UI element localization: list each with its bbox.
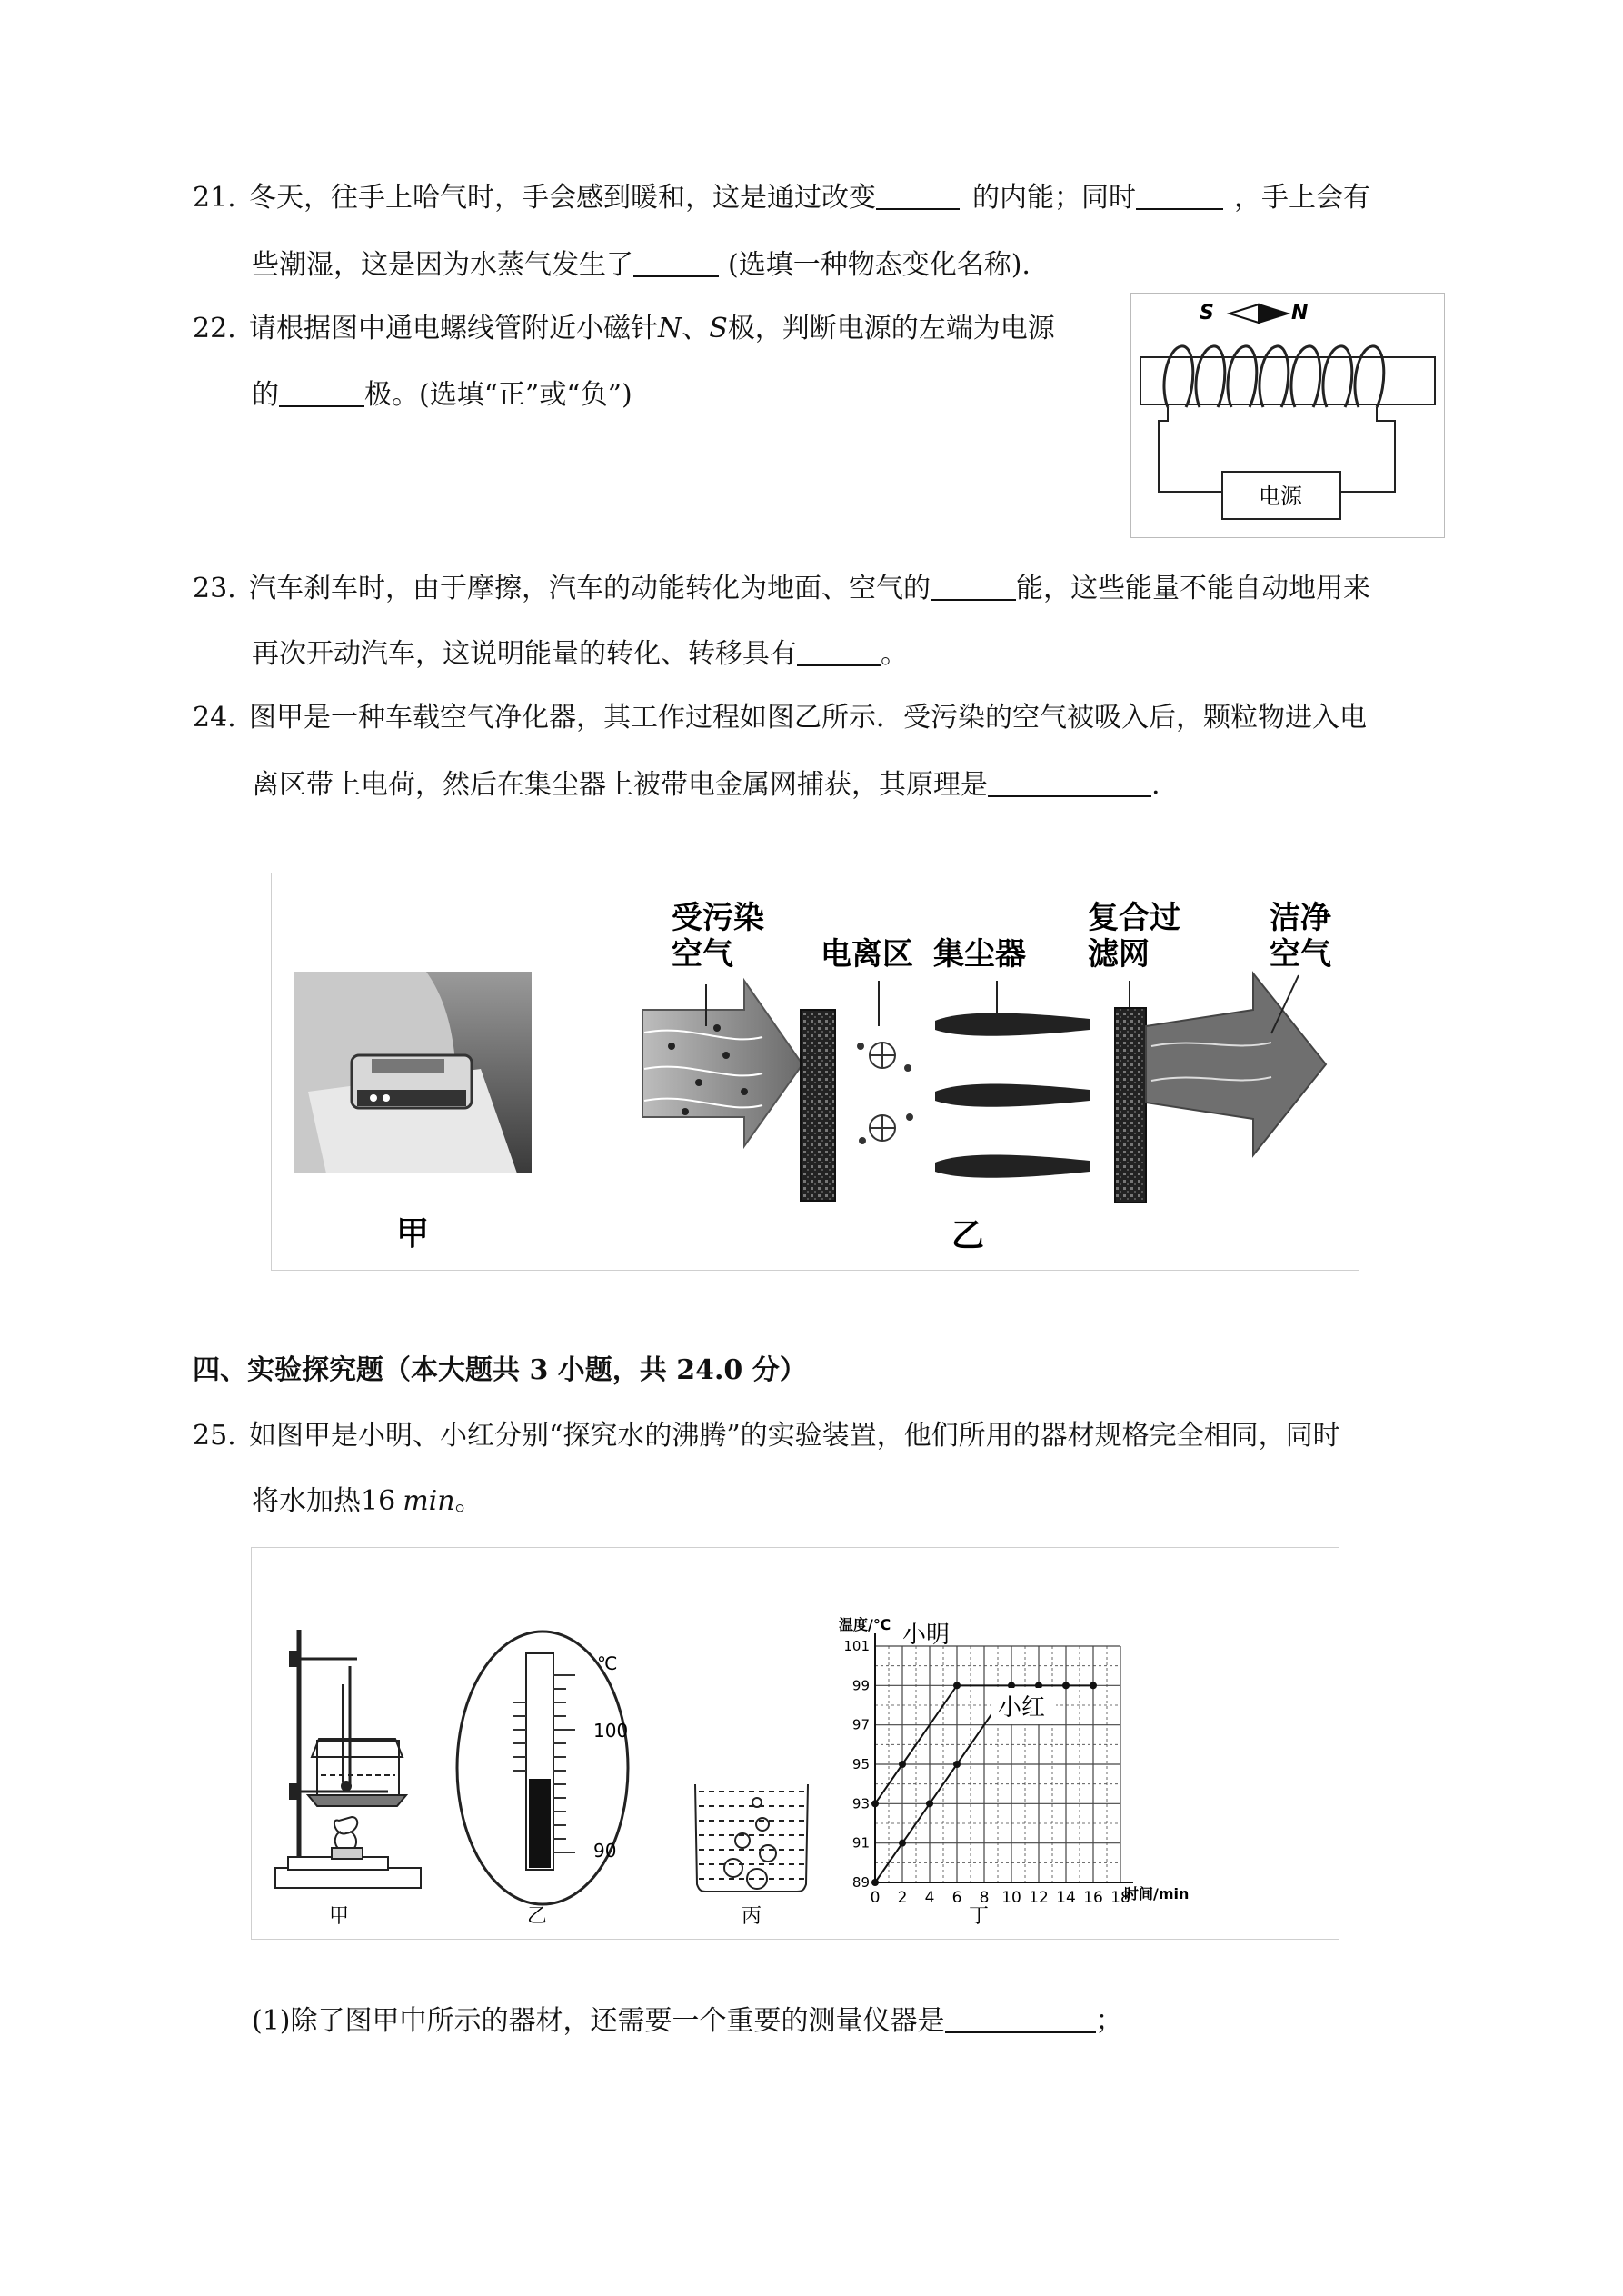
q24-text-c: . xyxy=(1151,769,1160,801)
q22-line1 xyxy=(193,311,1055,347)
air-purifier-figure xyxy=(271,873,1359,1271)
composite-filter-mesh xyxy=(1115,1008,1146,1203)
chart-series-label: 小红 xyxy=(998,1694,1046,1722)
ionization-label: 电离区 xyxy=(821,936,913,973)
q22-s-pole: S xyxy=(709,313,728,344)
chart-x-tick-label: 10 xyxy=(1001,1889,1021,1907)
label-bing: 丙 xyxy=(741,1905,762,1928)
thermometer-tick-90: 90 xyxy=(593,1840,617,1862)
q21-text-a: 冬天，往手上哈气时，手会感到暖和，这是通过改变 xyxy=(249,182,876,214)
q25-line2 xyxy=(252,1483,483,1520)
chart-x-axis-label: 时间/min xyxy=(1124,1885,1190,1902)
chart-data-point xyxy=(953,1761,961,1768)
q25-line1 xyxy=(193,1418,1340,1454)
filter-label-2: 滤网 xyxy=(1088,936,1150,973)
q25-sub1-blank[interactable] xyxy=(945,2004,1096,2033)
q24-blank[interactable] xyxy=(988,768,1151,797)
dust-collector-plates xyxy=(935,1013,1090,1178)
chart-y-tick-label: 101 xyxy=(843,1638,870,1654)
q25-sub1 xyxy=(252,2003,1123,2040)
label-jia: 甲 xyxy=(395,1215,430,1253)
chart-series-label: 小明 xyxy=(902,1622,951,1649)
polluted-air-label-1: 受污染 xyxy=(672,900,764,936)
filter-label-1: 复合过 xyxy=(1088,900,1180,936)
chart-data-point xyxy=(899,1761,906,1768)
boiling-apparatus xyxy=(275,1630,421,1888)
polluted-air-flow xyxy=(642,981,802,1146)
q23-line1 xyxy=(193,571,1370,607)
clean-air-label-1: 洁净 xyxy=(1270,900,1331,936)
q25-number: 25. xyxy=(193,1420,236,1452)
wire-right xyxy=(1340,407,1395,492)
q25-sub1-end: ； xyxy=(1095,2005,1123,2037)
boiling-experiment-figure xyxy=(251,1547,1339,1940)
chart-data-point xyxy=(953,1682,961,1689)
car-purifier-photo xyxy=(294,972,532,1173)
q24-line1 xyxy=(193,700,1367,736)
q21-line1 xyxy=(193,180,1370,216)
label-yi: 乙 xyxy=(951,1217,985,1254)
chart-y-tick-label: 91 xyxy=(851,1834,870,1852)
pre-filter-mesh xyxy=(801,1010,835,1201)
air-purifier-diagram xyxy=(272,873,1359,1270)
needle-s-half xyxy=(1230,304,1259,323)
chart-x-tick-label: 6 xyxy=(951,1889,962,1907)
chart-data-point xyxy=(899,1840,906,1847)
q21-blank-1[interactable] xyxy=(876,181,960,210)
chart-data-point xyxy=(1062,1682,1070,1689)
chart-x-tick-label: 16 xyxy=(1083,1889,1103,1907)
clean-air-flow xyxy=(1146,973,1326,1155)
q22-sep: 、 xyxy=(682,313,710,344)
q22-n-pole: N xyxy=(658,313,682,344)
chart-data-point xyxy=(926,1800,933,1807)
beaker-bubbles xyxy=(695,1784,808,1892)
clean-air-label-2: 空气 xyxy=(1270,936,1331,973)
solenoid-diagram xyxy=(1131,294,1444,537)
q23-number: 23. xyxy=(193,573,236,604)
chart-y-tick-label: 99 xyxy=(851,1677,870,1694)
q21-blank-2[interactable] xyxy=(1136,181,1223,210)
chart-x-tick-label: 4 xyxy=(924,1889,935,1907)
q21-line2 xyxy=(252,247,1031,284)
chart-x-tick-label: 14 xyxy=(1056,1889,1076,1907)
q21-number: 21. xyxy=(193,182,236,214)
chart-x-tick-label: 18 xyxy=(1110,1889,1130,1907)
q21-text-d: 些潮湿，这是因为水蒸气发生了 xyxy=(252,249,633,281)
q21-text-c: ，手上会有 xyxy=(1234,182,1370,214)
needle-n-label: N xyxy=(1291,302,1309,324)
section-4-title: 四、实验探究题（本大题共 3 小题，共 24.0 分） xyxy=(193,1354,807,1386)
boiling-experiment-diagram xyxy=(252,1548,1339,1939)
q23-text-d: 。 xyxy=(881,638,908,670)
q25-unit: min xyxy=(403,1485,455,1517)
q25-text-c: 。 xyxy=(454,1485,483,1517)
q25-text-b: 将水加热16 xyxy=(252,1485,396,1517)
chart-data-point xyxy=(1090,1682,1097,1689)
chart-y-tick-label: 89 xyxy=(851,1874,870,1891)
chart-x-tick-label: 2 xyxy=(897,1889,908,1907)
chart-x-tick-label: 8 xyxy=(979,1889,990,1907)
solenoid-figure xyxy=(1130,293,1445,538)
q25-text-a: 如图甲是小明、小红分别“探究水的沸腾”的实验装置，他们所用的器材规格完全相同，同时 xyxy=(249,1420,1340,1452)
q24-text-b: 离区带上电荷，然后在集尘器上被带电金属网捕获，其原理是 xyxy=(252,769,988,801)
q22-blank[interactable] xyxy=(279,378,364,407)
chart-y-tick-label: 97 xyxy=(851,1716,870,1733)
q22-text-b: 极，判断电源的左端为电源 xyxy=(727,313,1055,344)
temperature-time-chart xyxy=(839,1616,1189,1907)
q24-number: 24. xyxy=(193,702,236,734)
label-ding: 丁 xyxy=(968,1905,990,1928)
chart-y-axis-label: 温度/℃ xyxy=(839,1616,891,1633)
thermometer-tick-100: 100 xyxy=(593,1720,629,1742)
q23-text-a: 汽车刹车时，由于摩擦，汽车的动能转化为地面、空气的 xyxy=(249,573,931,604)
needle-n-half xyxy=(1259,304,1288,323)
thermometer-unit: ℃ xyxy=(597,1652,618,1674)
q21-text-b: 的内能；同时 xyxy=(972,182,1136,214)
chart-data-point xyxy=(871,1800,879,1807)
q23-text-c: 再次开动汽车，这说明能量的转化、转移具有 xyxy=(252,638,797,670)
chart-y-tick-label: 95 xyxy=(851,1756,870,1772)
q22-line2 xyxy=(252,377,632,414)
chart-y-tick-label: 93 xyxy=(851,1795,870,1812)
q22-text-d: 极。(选填“正”或“负”) xyxy=(364,379,632,411)
q24-line2 xyxy=(252,767,1160,804)
q22-text-c: 的 xyxy=(252,379,279,411)
q25-sub1-text: (1)除了图甲中所示的器材，还需要一个重要的测量仪器是 xyxy=(252,2005,945,2037)
chart-x-tick-label: 12 xyxy=(1029,1889,1049,1907)
chart-series-line xyxy=(875,1705,998,1882)
q23-text-b: 能，这些能量不能自动地用来 xyxy=(1016,573,1370,604)
label-jia-2: 甲 xyxy=(328,1905,350,1928)
chart-x-tick-label: 0 xyxy=(870,1889,881,1907)
q23-line2 xyxy=(252,636,908,673)
ionization-electrodes xyxy=(858,1043,912,1143)
wire-left xyxy=(1159,407,1222,492)
polluted-air-label-2: 空气 xyxy=(672,936,733,973)
q21-text-e: (选填一种物态变化名称). xyxy=(728,249,1031,281)
needle-s-label: S xyxy=(1200,302,1214,324)
power-source-label: 电源 xyxy=(1259,484,1302,509)
label-yi-2: 乙 xyxy=(526,1905,548,1928)
q22-text-a: 请根据图中通电螺线管附近小磁针 xyxy=(249,313,658,344)
q21-blank-3[interactable] xyxy=(633,248,719,277)
collector-label: 集尘器 xyxy=(933,936,1026,973)
q24-text-a: 图甲是一种车载空气净化器，其工作过程如图乙所示．受污染的空气被吸入后，颗粒物进入电 xyxy=(249,702,1367,734)
q23-blank-2[interactable] xyxy=(797,637,881,666)
q23-blank-1[interactable] xyxy=(931,572,1016,601)
q22-number: 22. xyxy=(193,313,236,344)
chart-data-point xyxy=(871,1879,879,1886)
